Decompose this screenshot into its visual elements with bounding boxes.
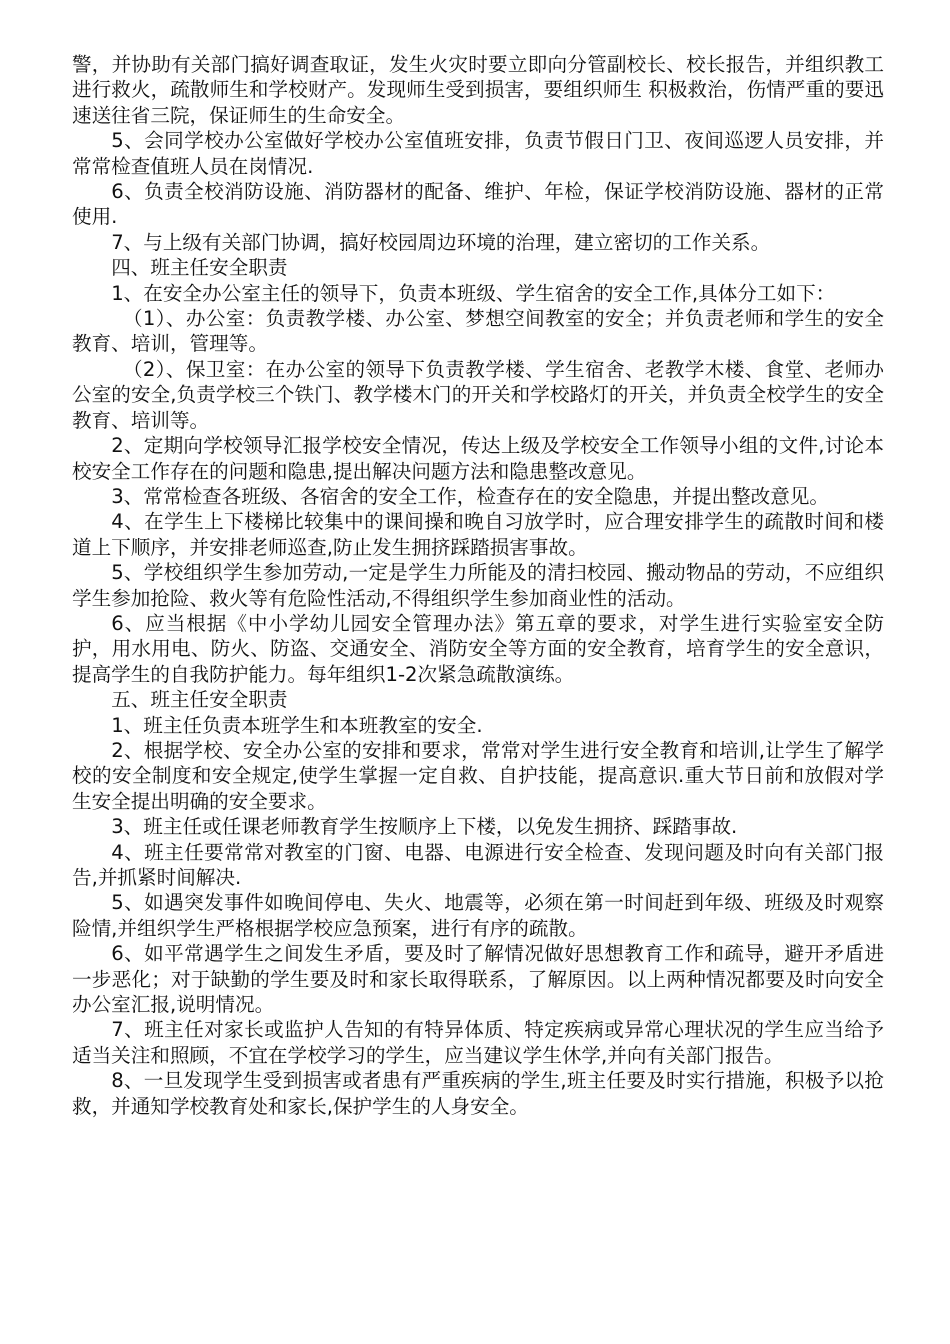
- paragraph: 5、学校组织学生参加劳动,一定是学生力所能及的清扫校园、搬动物品的劳动，不应组织学生参加抢险、救火等有危险性活动,不得组织学生参加商业性的活动。: [72, 561, 884, 610]
- paragraph: 7、与上级有关部门协调，搞好校园周边环境的治理，建立密切的工作关系。: [111, 230, 771, 254]
- paragraph: 3、班主任或任课老师教育学生按顺序上下楼，以免发生拥挤、踩踏事故.: [111, 815, 738, 839]
- paragraph: 7、班主任对家长或监护人告知的有特异体质、特定疾病或异常心理状况的学生应当给予适当关注和照顾，不宜在学校学习的学生，应当建议学生休学,并向有关部门报告。: [72, 1018, 884, 1067]
- paragraph: 2、定期向学校领导汇报学校安全情况，传达上级及学校安全工作领导小组的文件,讨论本校安全工作存在的问题和隐患,提出解决问题方法和隐患整改意见。: [72, 434, 884, 483]
- paragraph: 6、如平常遇学生之间发生矛盾，要及时了解情况做好思想教育工作和疏导，避开矛盾进一步恶化；对于缺勤的学生要及时和家长取得联系，了解原因。以上两种情况都要及时向安全办公室汇报,说明情况。: [72, 942, 884, 1017]
- paragraph: 6、应当根据《中小学幼儿园安全管理办法》第五章的要求，对学生进行实验室安全防护，用水用电、防火、防盗、交通安全、消防安全等方面的安全教育，培育学生的安全意识，提高学生的自我防护能力。每年组织1-2次紧急疏散演练。: [72, 611, 884, 686]
- paragraph: 8、一旦发现学生受到损害或者患有严重疾病的学生,班主任要及时实行措施，积极予以抢救，并通知学校教育处和家长,保护学生的人身安全。: [72, 1069, 884, 1118]
- paragraph: 2、根据学校、安全办公室的安排和要求，常常对学生进行安全教育和培训,让学生了解学校的安全制度和安全规定,使学生掌握一定自救、自护技能，提高意识.重大节日前和放假对学生安全提出明确的安全要求。: [72, 738, 884, 813]
- section-heading: 五、班主任安全职责: [111, 688, 288, 712]
- paragraph: （2）、保卫室：在办公室的领导下负责教学楼、学生宿舍、老教学木楼、食堂、老师办公室的安全,负责学校三个铁门、教学楼木门的开关和学校路灯的开关，并负责全校学生的安全教育、培训等。: [72, 357, 884, 432]
- section-heading: 四、班主任安全职责: [111, 256, 288, 280]
- paragraph: （1）、办公室：负责教学楼、办公室、梦想空间教室的安全；并负责老师和学生的安全教育、培训，管理等。: [72, 307, 884, 356]
- paragraph: 6、负责全校消防设施、消防器材的配备、维护、年检，保证学校消防设施、器材的正常使用.: [72, 180, 884, 229]
- paragraph: 4、班主任要常常对教室的门窗、电器、电源进行安全检查、发现问题及时向有关部门报告,并抓紧时间解决.: [72, 840, 884, 889]
- paragraph: 5、如遇突发事件如晚间停电、失火、地震等，必须在第一时间赶到年级、班级及时观察险情,并组织学生严格根据学校应急预案，进行有序的疏散。: [72, 891, 884, 940]
- paragraph: 5、会同学校办公室做好学校办公室值班安排，负责节假日门卫、夜间巡逻人员安排，并常常检查值班人员在岗情况.: [72, 129, 884, 178]
- document-body: [72, 52, 884, 1119]
- paragraph: 3、常常检查各班级、各宿舍的安全工作，检查存在的安全隐患，并提出整改意见。: [111, 484, 830, 508]
- paragraph: 警，并协助有关部门搞好调查取证，发生火灾时要立即向分管副校长、校长报告，并组织教工进行救火，疏散师生和学校财产。发现师生受到损害，要组织师生 积极救治，伤情严重的要迅速送往省三院，保证师生的生命安全。: [72, 53, 884, 127]
- paragraph: 1、在安全办公室主任的领导下，负责本班级、学生宿舍的安全工作,具体分工如下：: [111, 281, 836, 305]
- paragraph: 4、在学生上下楼梯比较集中的课间操和晚自习放学时，应合理安排学生的疏散时间和楼道上下顺序，并安排老师巡查,防止发生拥挤踩踏损害事故。: [72, 510, 884, 559]
- paragraph: 1、班主任负责本班学生和本班教室的安全.: [111, 713, 483, 737]
